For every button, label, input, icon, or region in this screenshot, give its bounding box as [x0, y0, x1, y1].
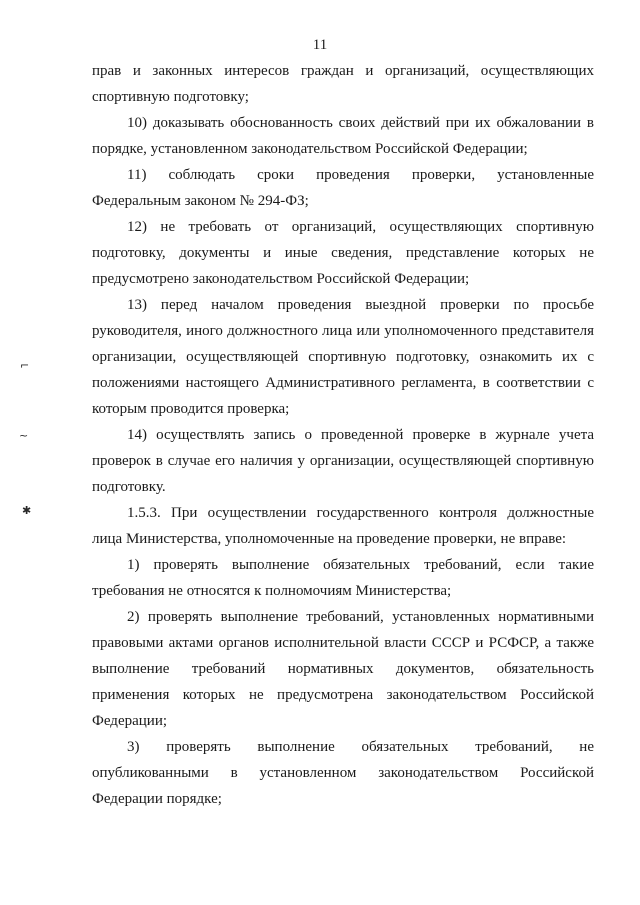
paragraph-item-12: 12) не требовать от организаций, осуществляющих спортивную подготовку, документы и иные сведения, представление которых не предусмотрено законодательством Российской Федерации; [92, 219, 594, 287]
page-number: 11 [312, 37, 328, 53]
paragraph-prohibition-3: 3) проверять выполнение обязательных требований, не опубликованными в установленном законодательством Российской Федерации порядке; [92, 739, 594, 807]
paragraph-section-1-5-3: 1.5.3. При осуществлении государственного контроля должностные лица Министерства, уполномоченные на проведение проверки, не вправе: [92, 505, 594, 547]
paragraph-prohibition-2: 2) проверять выполнение требований, установленных нормативными правовыми актами органов исполнительной власти СССР и РСФСР, а также выполнение требований нормативных документов, обязательность применения которых не предусмотрена законодательством Российской Федерации; [92, 609, 594, 729]
paragraph-item-13: 13) перед началом проведения выездной проверки по просьбе руководителя, иного должностного лица или уполномоченного представителя организации, осуществляющей спортивную подготовку, ознакомить их с положениями настоящего Административного регламента, в соответствии с которым проводится проверка; [92, 297, 594, 417]
paragraph-prohibition-1: 1) проверять выполнение обязательных требований, если такие требования не относятся к полномочиям Министерства; [92, 557, 594, 599]
paragraph-continuation: прав и законных интересов граждан и организаций, осуществляющих спортивную подготовку; [92, 63, 594, 105]
margin-mark: ⌐ [20, 359, 30, 372]
paragraph-item-14: 14) осуществлять запись о проведенной проверке в журнале учета проверок в случае его наличия у организации, осуществляющей спортивную подготовку. [92, 427, 594, 495]
paragraph-item-10: 10) доказывать обоснованность своих действий при их обжаловании в порядке, установленном законодательством Российской Федерации; [92, 115, 594, 157]
document-body [92, 58, 594, 812]
paragraph-item-11: 11) соблюдать сроки проведения проверки, установленные Федеральным законом № 294-ФЗ; [92, 167, 594, 209]
margin-mark: ✱ [22, 504, 32, 517]
margin-mark: ~ [19, 429, 29, 442]
